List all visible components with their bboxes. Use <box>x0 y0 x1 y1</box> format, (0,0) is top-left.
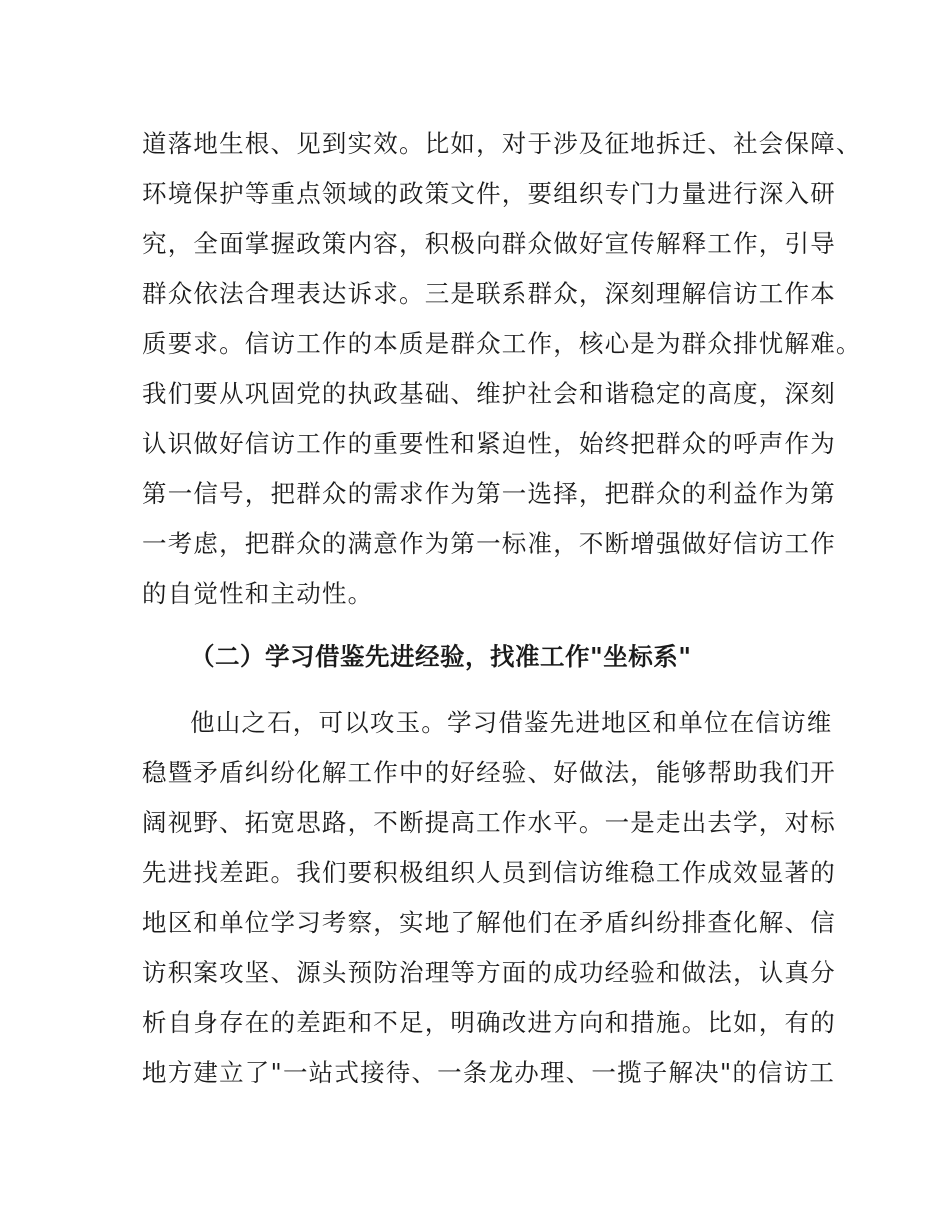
paragraph-line: 访积案攻坚、源头预防治理等方面的成功经验和做法，认真分 <box>142 958 836 987</box>
paragraph-line: 究，全面掌握政策内容，积极向群众做好宣传解释工作，引导 <box>142 229 836 258</box>
paragraph-line: 环境保护等重点领域的政策文件，要组织专门力量进行深入研 <box>142 179 836 208</box>
paragraph-line: 稳暨矛盾纠纷化解工作中的好经验、好做法，能够帮助我们开 <box>142 758 836 787</box>
paragraph-line: 阔视野、拓宽思路，不断提高工作水平。一是走出去学，对标 <box>142 808 836 837</box>
section-heading: （二）学习借鉴先进经验，找准工作"坐标系" <box>190 642 692 671</box>
paragraph-line: 他山之石，可以攻玉。学习借鉴先进地区和单位在信访维 <box>190 708 833 737</box>
paragraph-line: 质要求。信访工作的本质是群众工作，核心是为群众排忧解难。 <box>142 329 862 358</box>
paragraph-line: 第一信号，把群众的需求作为第一选择，把群众的利益作为第 <box>142 479 836 508</box>
paragraph-line: 先进找差距。我们要积极组织人员到信访维稳工作成效显著的 <box>142 858 836 887</box>
paragraph-line: 一考虑，把群众的满意作为第一标准，不断增强做好信访工作 <box>142 529 836 558</box>
paragraph-line: 地方建立了"一站式接待、一条龙办理、一揽子解决"的信访工 <box>142 1058 836 1087</box>
paragraph-line: 群众依法合理表达诉求。三是联系群众，深刻理解信访工作本 <box>142 279 836 308</box>
paragraph-line: 道落地生根、见到实效。比如，对于涉及征地拆迁、社会保障、 <box>142 129 862 158</box>
paragraph-line: 我们要从巩固党的执政基础、维护社会和谐稳定的高度，深刻 <box>142 379 836 408</box>
paragraph-line: 析自身存在的差距和不足，明确改进方向和措施。比如，有的 <box>142 1008 836 1037</box>
paragraph-line: 认识做好信访工作的重要性和紧迫性，始终把群众的呼声作为 <box>142 429 836 458</box>
paragraph-line: 的自觉性和主动性。 <box>142 579 374 608</box>
paragraph-line: 地区和单位学习考察，实地了解他们在矛盾纠纷排查化解、信 <box>142 908 836 937</box>
